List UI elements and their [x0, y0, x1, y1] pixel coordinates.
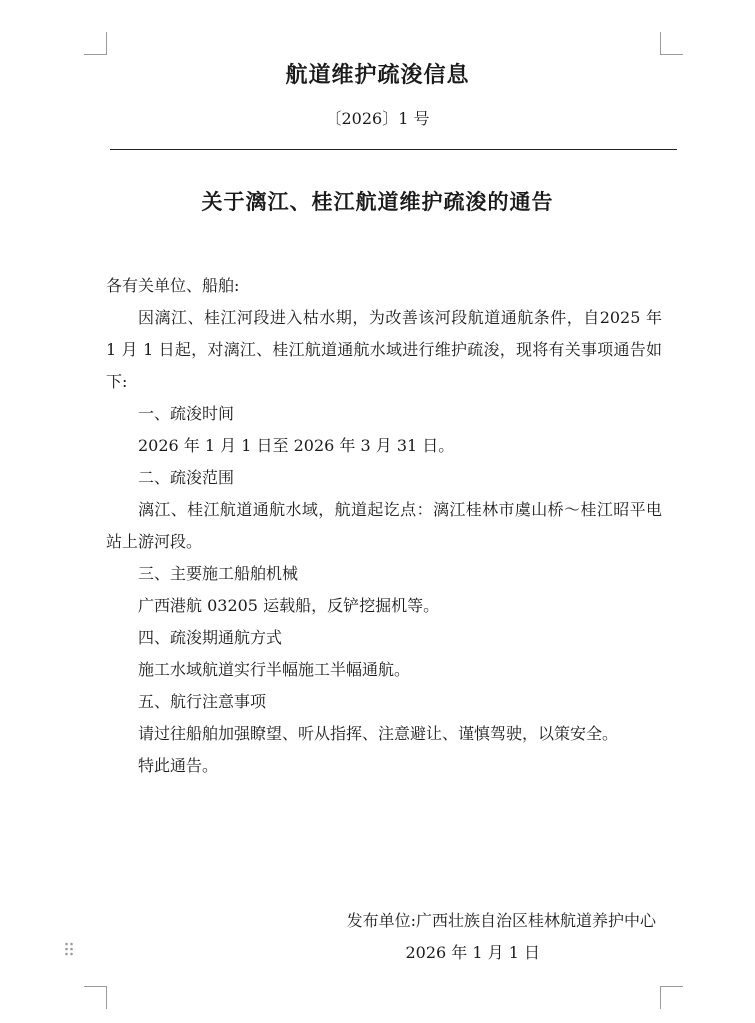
section-heading: 五、航行注意事项 [138, 692, 267, 711]
section-content: 漓江、桂江航道通航水域，航道起讫点：漓江桂林市虞山桥～桂江昭平电站上游河段。 [106, 500, 662, 551]
section-content: 2026 年 1 月 1 日至 2026 年 3 月 31 日。 [138, 436, 455, 455]
page-corner-mark-bottom-left [84, 986, 107, 1009]
closing-line: 特此通告。 [138, 756, 219, 775]
section-content: 请过往船舶加强瞭望、听从指挥、注意避让、谨慎驾驶，以策安全。 [138, 724, 619, 743]
notice-title: 关于漓江、桂江航道维护疏浚的通告 [201, 189, 554, 214]
intro-paragraph: 因漓江、桂江河段进入枯水期，为改善该河段航道通航条件，自2025 年 1 月 1 日起，对漓江、桂江航道通航水域进行维护疏浚，现将有关事项通告如下: [106, 308, 662, 391]
notice-body [106, 270, 662, 782]
drag-handle-icon[interactable] [64, 941, 74, 957]
header-divider [110, 149, 677, 150]
section-content: 广西港航 03205 运载船，反铲挖掘机等。 [138, 596, 440, 615]
document-number: 〔2026〕1 号 [325, 109, 430, 128]
section-heading: 二、疏浚范围 [138, 468, 235, 487]
page-corner-mark-top-right [660, 32, 683, 55]
issuing-organization: 发布单位:广西壮族自治区桂林航道养护中心 [346, 911, 656, 930]
drag-handle-dots [64, 941, 74, 957]
salutation: 各有关单位、船舶: [106, 276, 240, 295]
section-heading: 三、主要施工船舶机械 [138, 564, 299, 583]
issue-date: 2026 年 1 月 1 日 [405, 943, 540, 962]
header-title: 航道维护疏浚信息 [285, 62, 470, 88]
section-content: 施工水域航道实行半幅施工半幅通航。 [138, 660, 411, 679]
page-corner-mark-bottom-right [660, 986, 683, 1009]
section-heading: 一、疏浚时间 [138, 404, 235, 423]
page-corner-mark-top-left [84, 32, 107, 55]
section-heading: 四、疏浚期通航方式 [138, 628, 283, 647]
